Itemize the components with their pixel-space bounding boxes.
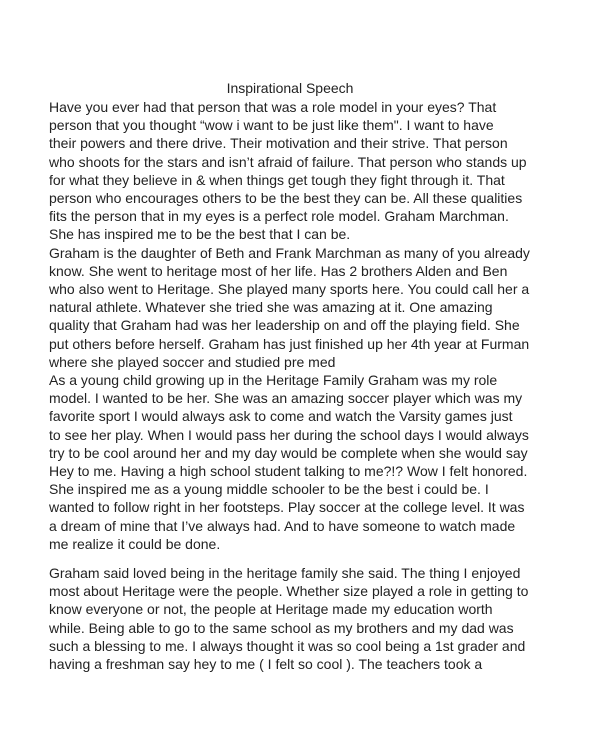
text-line: Hey to me. Having a high school student talking to me?!? Wow I felt honored.	[49, 463, 528, 480]
text-line: natural athlete. Whatever she tried she was amazing at it. One amazing	[49, 299, 493, 316]
text-line: person who encourages others to be the best they can be. All these qualities	[49, 190, 523, 207]
text-line: model. I wanted to be her. She was an amazing soccer player which was my	[49, 390, 523, 407]
text-line: a dream of mine that I’ve always had. And to have someone to watch made	[49, 517, 516, 534]
text-line: Graham is the daughter of Beth and Frank Marchman as many of you already	[49, 244, 530, 261]
speech-body-part-2	[49, 564, 589, 673]
text-line: know. She went to heritage most of her life. Has 2 brothers Alden and Ben	[49, 262, 508, 279]
text-line: their powers and there drive. Their motivation and their strive. That person	[49, 135, 508, 152]
text-line: Have you ever had that person that was a role model in your eyes? That	[49, 99, 497, 115]
text-line: put others before herself. Graham has just finished up her 4th year at Furman	[49, 335, 530, 352]
text-line: having a freshman say hey to me ( I felt so cool ). The teachers took a	[49, 656, 483, 673]
text-line: try to be cool around her and my day would be complete when she would say	[49, 444, 528, 461]
text-line: person that you thought “wow i want to be just like them". I want to have	[49, 117, 494, 134]
text-line: wanted to follow right in her footsteps. Play soccer at the college level. It was	[49, 499, 525, 516]
document-title: Inspirational Speech	[226, 80, 354, 96]
text-line: where she played soccer and studied pre med	[49, 353, 336, 370]
text-line: for what they believe in & when things get tough they fight through it. That	[49, 171, 505, 188]
speech-body-part-1	[49, 98, 589, 553]
text-line: who shoots for the stars and isn’t afraid of failure. That person who stands up	[49, 153, 527, 170]
text-line: who also went to Heritage. She played many sports here. You could call her a	[49, 281, 530, 298]
text-line: me realize it could be done.	[49, 535, 221, 552]
text-line: know everyone or not, the people at Heritage made my education worth	[49, 601, 493, 618]
text-line: most about Heritage were the people. Whether size played a role in getting to	[49, 583, 529, 600]
text-line: She inspired me as a young middle schooler to be the best i could be. I	[49, 481, 489, 498]
text-line: while. Being able to go to the same school as my brothers and my dad was	[49, 619, 514, 636]
text-line: As a young child growing up in the Heritage Family Graham was my role	[49, 372, 498, 389]
text-line: to see her play. When I would pass her during the school days I would always	[49, 426, 529, 443]
text-line: She has inspired me to be the best that I can be.	[49, 226, 351, 243]
text-line: quality that Graham had was her leadership on and off the playing field. She	[49, 317, 520, 334]
text-line: such a blessing to me. I always thought it was so cool being a 1st grader and	[49, 637, 526, 654]
text-line: favorite sport I would always ask to come and watch the Varsity games just	[49, 408, 513, 425]
text-line: Graham said loved being in the heritage family she said. The thing I enjoyed	[49, 565, 521, 581]
text-line: fits the person that in my eyes is a perfect role model. Graham Marchman.	[49, 208, 509, 225]
